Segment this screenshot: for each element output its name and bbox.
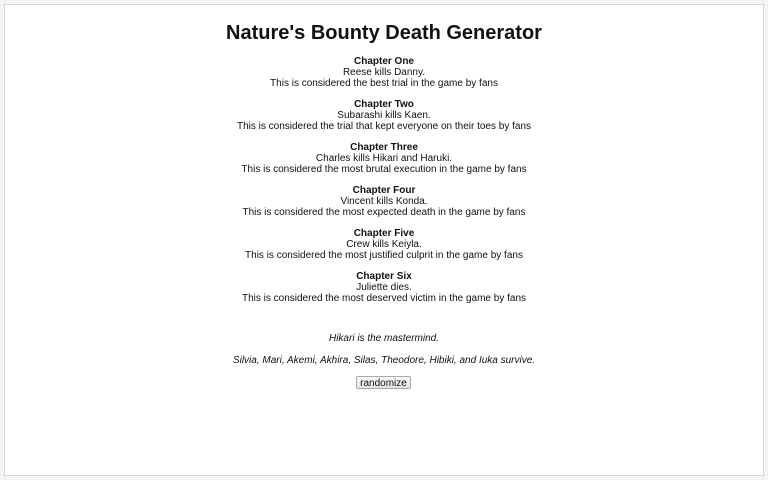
chapter-note: This is considered the trial that kept everyone on their toes by fans (236, 120, 532, 132)
chapter-event: Subarashi kills Kaen. (337, 109, 431, 121)
chapter-title: Chapter Two (354, 98, 414, 110)
page-title: Nature's Bounty Death Generator (226, 22, 542, 44)
chapter-note: This is considered the most justified culprit in the game by fans (245, 249, 523, 261)
chapter-note: This is considered the most brutal execution in the game by fans (241, 163, 527, 175)
page-frame (4, 4, 764, 476)
chapter-event: Vincent kills Konda. (340, 195, 428, 207)
survivors-text: Silvia, Mari, Akemi, Akhira, Silas, Theodore, Hibiki, and Iuka survive. (232, 355, 536, 366)
chapter-title: Chapter Five (353, 227, 415, 239)
mastermind-text: Hikari is the mastermind. (328, 333, 440, 344)
chapter-block (5, 57, 763, 89)
chapter-title: Chapter Six (356, 270, 412, 282)
chapter-title: Chapter One (353, 56, 414, 67)
chapter-block (5, 143, 763, 175)
chapter-block (5, 186, 763, 218)
chapter-title: Chapter Three (350, 141, 418, 153)
chapter-event: Reese kills Danny. (342, 66, 426, 78)
chapter-event: Juliette dies. (356, 281, 412, 293)
chapter-event: Charles kills Hikari and Haruki. (315, 152, 453, 164)
chapter-block (5, 229, 763, 261)
chapter-event: Crew kills Keiyla. (346, 238, 422, 250)
chapter-note: This is considered the most deserved victim in the game by fans (241, 292, 527, 304)
chapter-note: This is considered the most expected death in the game by fans (242, 206, 526, 218)
chapter-note: This is considered the best trial in the game by fans (270, 77, 498, 89)
chapter-title: Chapter Four (352, 184, 416, 196)
chapter-list (5, 57, 763, 315)
chapter-block (5, 100, 763, 132)
randomize-button[interactable]: randomize (356, 376, 411, 389)
chapter-block (5, 272, 763, 304)
